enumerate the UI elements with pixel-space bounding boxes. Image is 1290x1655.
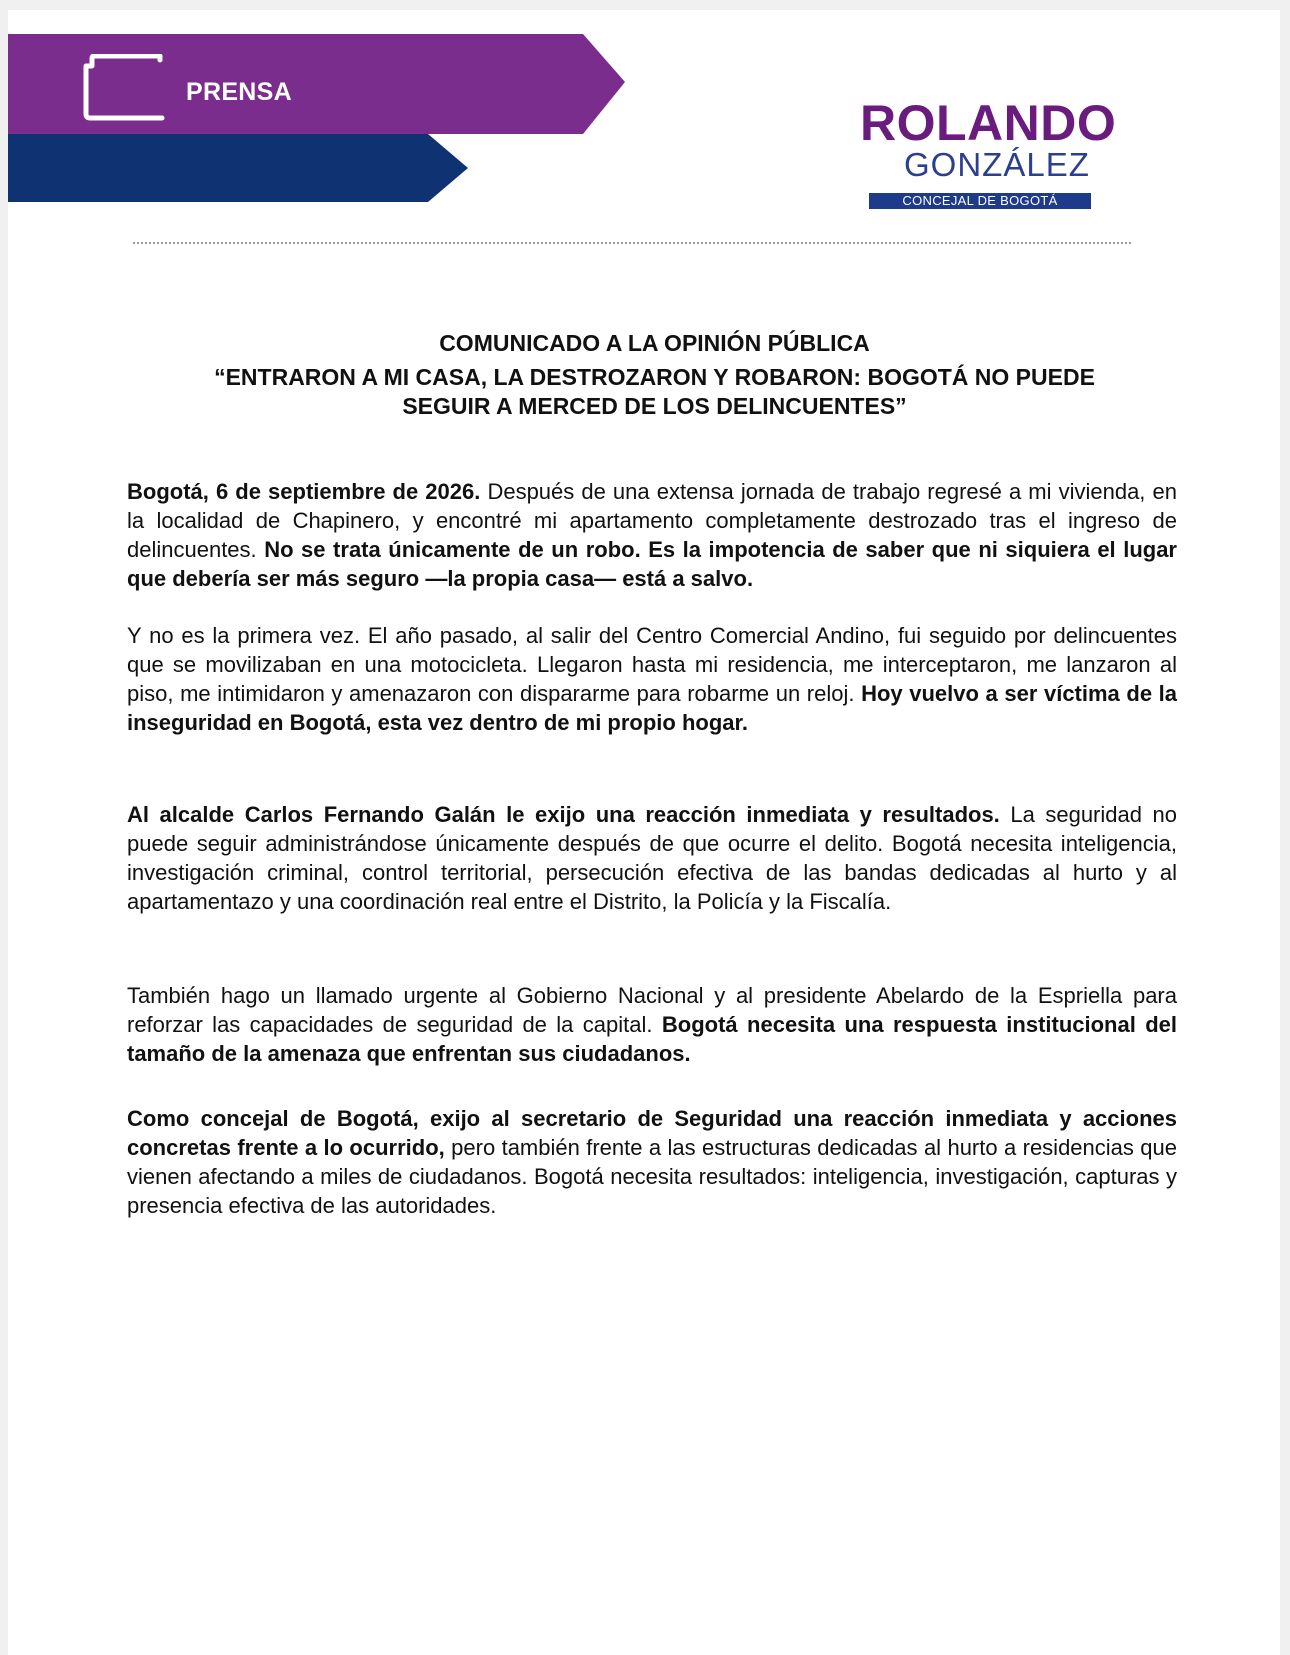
paragraph-3-text: La seguridad no puede seguir administrándose únicamente después de que ocurre el delito. Bogotá necesita inteligencia, investigación criminal, control territorial, persecución efectiva de las bandas dedicadas al hurto y al apartamentazo y una coordinación real entre el Distrito, la Policía y la Fiscalía.	[127, 802, 1177, 914]
paragraph-4	[127, 981, 1177, 1068]
document-headline-line2: SEGUIR A MERCED DE LOS DELINCUENTES”	[402, 393, 907, 419]
dotted-divider	[133, 242, 1131, 244]
section-label: PRENSA	[186, 78, 292, 106]
paragraph-1-text: Después de una extensa jornada de trabajo regresé a mi vivienda, en la localidad de Chapinero, y encontré mi apartamento completamente destrozado tras el ingreso de delincuentes.	[127, 479, 1177, 562]
paragraph-1-dateline: Bogotá, 6 de septiembre de 2026.	[127, 479, 481, 504]
paragraph-1	[127, 477, 1177, 593]
paragraph-5-text: pero también frente a las estructuras dedicadas al hurto a residencias que vienen afectando a miles de ciudadanos. Bogotá necesita resultados: inteligencia, investigación, capturas y presencia efectiva de las autoridades.	[127, 1135, 1177, 1218]
document-page	[8, 10, 1280, 1655]
folder-outline-icon	[76, 54, 166, 122]
paragraph-3	[127, 800, 1177, 916]
paragraph-4-text: También hago un llamado urgente al Gobierno Nacional y al presidente Abelardo de la Espriella para reforzar las capacidades de seguridad de la capital.	[127, 983, 1177, 1037]
logo-role-strip: CONCEJAL DE BOGOTÁ	[869, 193, 1091, 209]
paragraph-3-emphasis: Al alcalde Carlos Fernando Galán le exijo una reacción inmediata y resultados.	[127, 802, 1000, 827]
paragraph-5-emphasis: Como concejal de Bogotá, exijo al secretario de Seguridad una reacción inmediata y acciones concretas frente a lo ocurrido,	[127, 1106, 1177, 1160]
paragraph-2-text: Y no es la primera vez. El año pasado, al salir del Centro Comercial Andino, fui seguido por delincuentes que se movilizaban en una motocicleta. Llegaron hasta mi residencia, me interceptaron, me lanzaron al piso, me intimidaron y amenazaron con dispararme para robarme un reloj.	[127, 623, 1177, 706]
paragraph-2	[127, 621, 1177, 737]
paragraph-4-emphasis: Bogotá necesita una respuesta institucional del tamaño de la amenaza que enfrentan sus ciudadanos.	[127, 1012, 1178, 1066]
paragraph-2-emphasis: Hoy vuelvo a ser víctima de la inseguridad en Bogotá, esta vez dentro de mi propio hogar.	[127, 681, 1177, 735]
document-headline-line1: “ENTRARON A MI CASA, LA DESTROZARON Y ROBARON: BOGOTÁ NO PUEDE	[214, 364, 1095, 390]
logo-first-name: ROLANDO	[860, 95, 1117, 151]
banner-navy	[8, 134, 468, 202]
paragraph-1-emphasis: No se trata únicamente de un robo. Es la impotencia de saber que ni siquiera el lugar que debería ser más seguro —la propia casa— está a salvo.	[127, 537, 1177, 591]
logo-last-name: GONZÁLEZ	[904, 146, 1090, 183]
paragraph-5	[127, 1104, 1177, 1220]
document-title: COMUNICADO A LA OPINIÓN PÚBLICA	[439, 330, 870, 356]
